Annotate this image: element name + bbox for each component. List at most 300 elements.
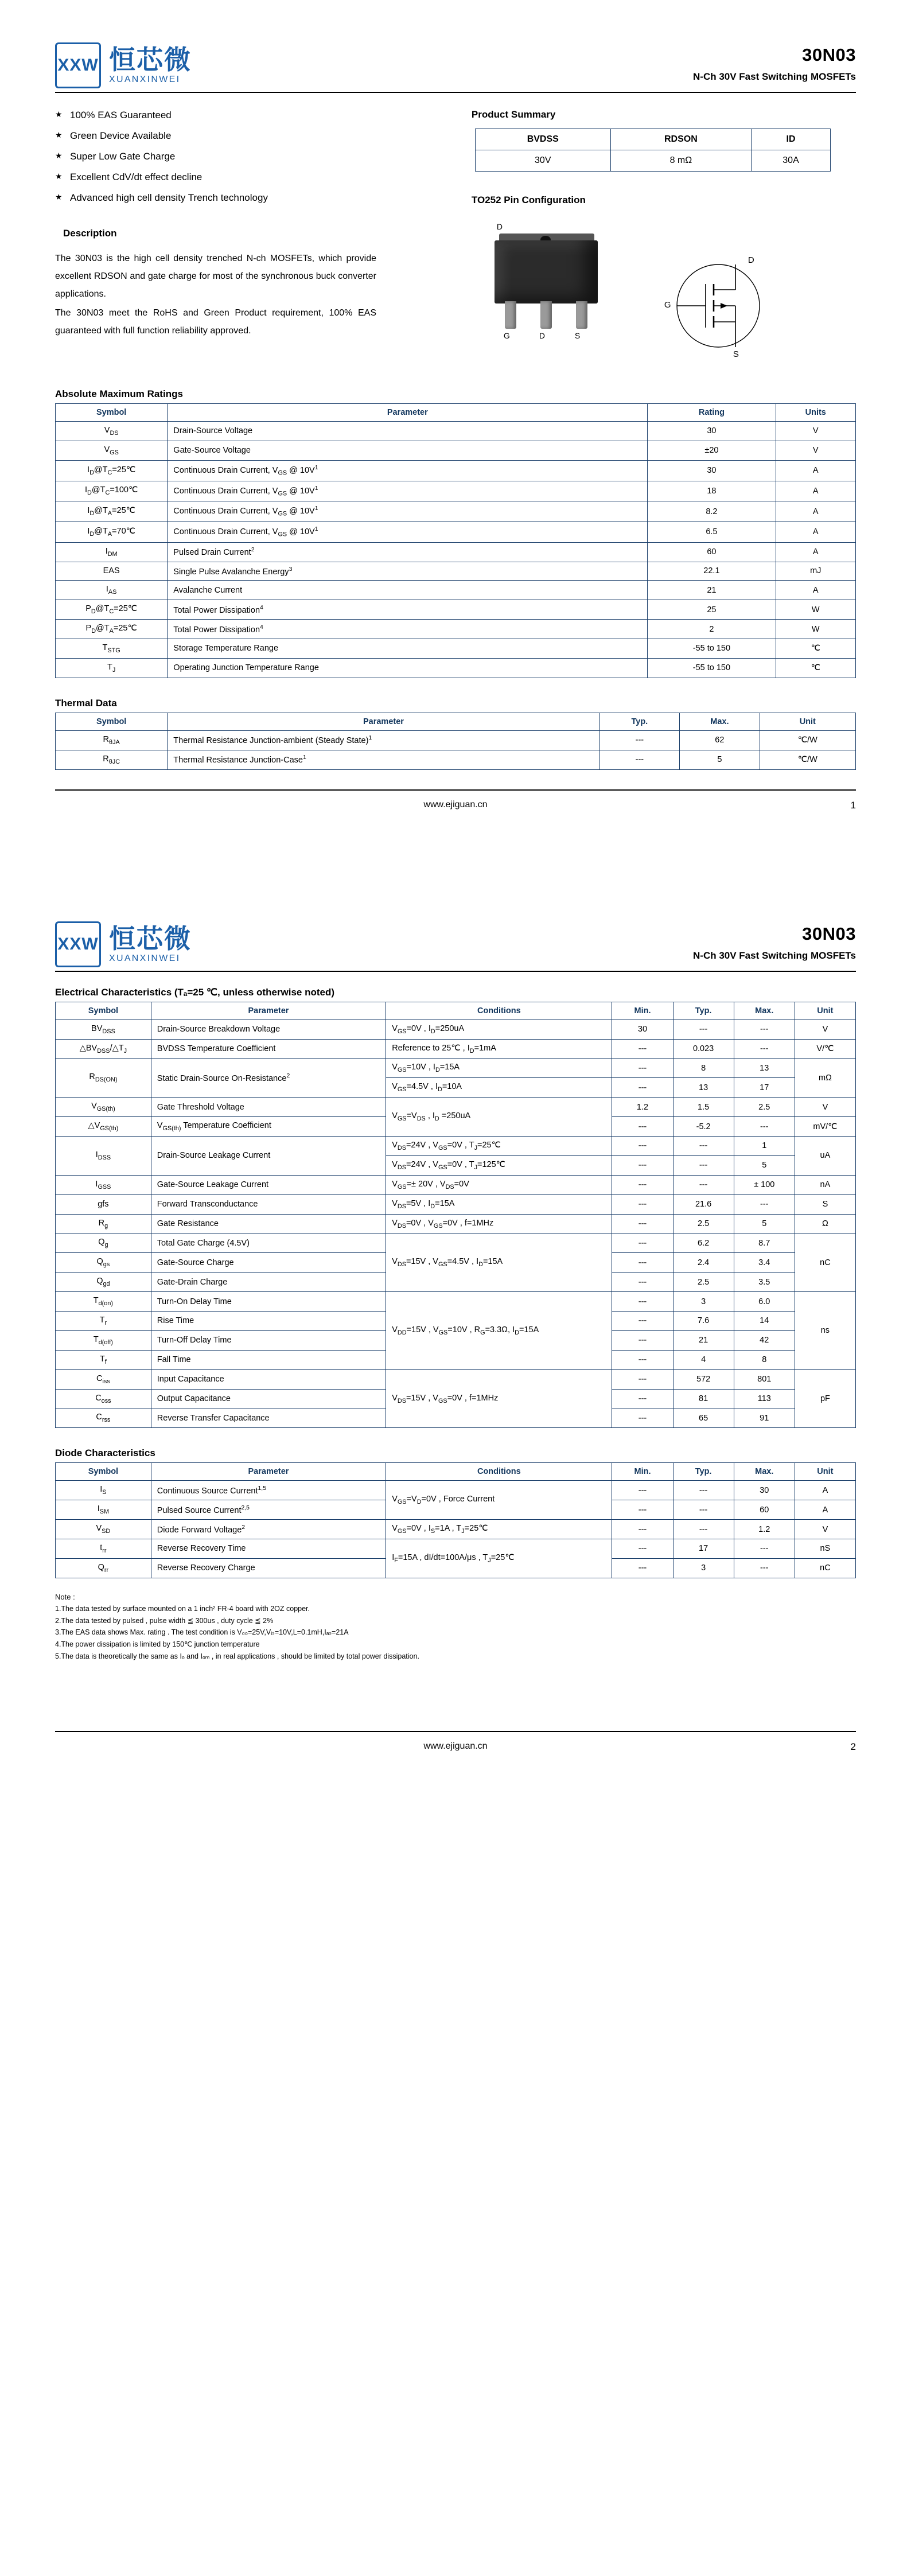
mosfet-schematic — [661, 248, 781, 369]
cell-max: 2.5 — [734, 1098, 795, 1117]
cell-conditions: $V_{DD}=15V$ , $V_{GS}=10V$ , $R_G=3.3\Omega$, $I_D=15A$ — [386, 1292, 612, 1370]
cell-parameter: Avalanche Current — [168, 581, 648, 600]
feature-list — [55, 109, 472, 205]
cell-conditions: Reference to 25℃ , $I_D=1mA$ — [386, 1039, 612, 1059]
cell-parameter: Reverse Recovery Time — [151, 1539, 386, 1558]
page-number-2: 2 — [850, 1741, 856, 1753]
cell-conditions: $V_{GS}=V_D=0V$ , Force Current — [386, 1481, 612, 1520]
cell-parameter: Thermal Resistance Junction-ambient (Steady State)$^1$ — [168, 730, 599, 750]
cell-max: 91 — [734, 1408, 795, 1428]
cell-units: A — [776, 522, 856, 542]
pkg-label-s: S — [574, 331, 581, 340]
cell-parameter: Continuous Drain Current, $V_{GS}$ @ $10V^1$ — [168, 501, 648, 522]
table-header-cell: Symbol — [56, 1463, 151, 1481]
cell-rating: 21 — [648, 581, 776, 600]
table-row — [56, 1136, 856, 1155]
cell-parameter: Reverse Recovery Charge — [151, 1558, 386, 1578]
header-divider — [55, 92, 856, 93]
cell-min: --- — [612, 1539, 673, 1558]
cell-rating: 30 — [648, 422, 776, 441]
feature-item: ★ Green Device Available — [55, 130, 472, 143]
cell-units: A — [776, 481, 856, 501]
cell-unit: ℃/W — [760, 750, 855, 769]
table-row — [56, 1369, 856, 1389]
cell-parameter: BVDSS Temperature Coefficient — [151, 1039, 386, 1059]
note-item: 3.The EAS data shows Max. rating . The test condition is V₀₀=25V,Vᵢₛ=10V,L=0.1mH,Iₐₛ=21A — [55, 1628, 349, 1637]
cell-max: 1.2 — [734, 1520, 795, 1539]
table-row — [56, 1214, 856, 1233]
cell-parameter: Static Drain-Source On-Resistance$^2$ — [151, 1059, 386, 1098]
cell-unit: pF — [795, 1369, 855, 1428]
feature-item: ★ Super Low Gate Charge — [55, 150, 472, 164]
diode-title: Diode Characteristics — [55, 1447, 155, 1459]
cell-unit: mV/℃ — [795, 1117, 855, 1137]
cell-typ: --- — [673, 1175, 734, 1194]
cell-parameter: Pulsed Source Current$^{2,5}$ — [151, 1500, 386, 1520]
cell-symbol: $T_f$ — [56, 1350, 151, 1369]
cell-symbol: $\triangle V_{GS(th)}$ — [56, 1117, 151, 1137]
cell-parameter: Total Power Dissipation$^4$ — [168, 600, 648, 620]
pkg-label-d-top: D — [496, 222, 503, 231]
cell-unit: nC — [795, 1233, 855, 1292]
cell-units: W — [776, 620, 856, 639]
cell-rating: 2 — [648, 620, 776, 639]
cell-max: 13 — [734, 1059, 795, 1078]
diode-characteristics-table — [55, 1462, 856, 1578]
cell-symbol: $I_{DSS}$ — [56, 1136, 151, 1175]
cell-parameter: Total Gate Charge (4.5V) — [151, 1233, 386, 1253]
cell-max: 5 — [680, 750, 760, 769]
cell-typ: --- — [673, 1136, 734, 1155]
cell-typ: 21 — [673, 1330, 734, 1350]
cell-rating: ±20 — [648, 441, 776, 460]
page2-footer — [55, 1731, 856, 1752]
cell-parameter: Gate-Source Charge — [151, 1253, 386, 1273]
cell-typ: 21.6 — [673, 1194, 734, 1214]
table-header-cell: Rating — [648, 404, 776, 422]
cell-typ: 13 — [673, 1078, 734, 1098]
cell-symbol: $I_D@T_C=25℃$ — [56, 460, 168, 481]
table-row — [56, 1233, 856, 1253]
footer-url: www.ejiguan.cn — [423, 799, 488, 810]
pin-config-title: TO252 Pin Configuration — [471, 194, 586, 205]
cell-parameter: Continuous Drain Current, $V_{GS}$ @ $10V^1$ — [168, 522, 648, 542]
table-row — [56, 620, 856, 639]
cell-unit: A — [795, 1481, 855, 1500]
cell-parameter: Drain-Source Leakage Current — [151, 1136, 386, 1175]
cell-typ: 1.5 — [673, 1098, 734, 1117]
cell-min: --- — [612, 1175, 673, 1194]
cell-symbol: $T_r$ — [56, 1311, 151, 1330]
cell-typ: --- — [599, 750, 680, 769]
table-row — [56, 481, 856, 501]
cell-min: --- — [612, 1155, 673, 1175]
table-header-cell: Unit — [760, 713, 855, 730]
cell-typ: 4 — [673, 1350, 734, 1369]
cell-units: ℃ — [776, 639, 856, 659]
logo-chinese-name: 恒芯微 — [109, 44, 192, 75]
ps-value-cell: 30V — [475, 150, 610, 172]
cell-parameter: Continuous Drain Current, $V_{GS}$ @ $10V^1$ — [168, 481, 648, 501]
table-row — [56, 1098, 856, 1117]
cell-unit: nS — [795, 1539, 855, 1558]
note-item: 2.The data tested by pulsed , pulse width ≦ 300us , duty cycle ≦ 2% — [55, 1616, 274, 1625]
cell-parameter: Turn-On Delay Time — [151, 1292, 386, 1312]
cell-max: --- — [734, 1117, 795, 1137]
ps-value-cell: 8 mΩ — [610, 150, 752, 172]
cell-min: --- — [612, 1194, 673, 1214]
cell-min: --- — [612, 1059, 673, 1078]
cell-symbol: $Q_{rr}$ — [56, 1558, 151, 1578]
cell-symbol: $C_{oss}$ — [56, 1389, 151, 1408]
electrical-title: Electrical Characteristics (Tₐ=25 ℃, unless otherwise noted) — [55, 986, 335, 998]
cell-parameter: Storage Temperature Range — [168, 639, 648, 659]
cell-units: A — [776, 501, 856, 522]
ps-value-cell: 30A — [752, 150, 831, 172]
cell-parameter: Output Capacitance — [151, 1389, 386, 1408]
cell-max: 17 — [734, 1078, 795, 1098]
cell-unit: A — [795, 1500, 855, 1520]
cell-min: --- — [612, 1369, 673, 1389]
cell-parameter: Thermal Resistance Junction-Case$^1$ — [168, 750, 599, 769]
cell-symbol: $V_{GS}$ — [56, 441, 168, 460]
cell-symbol: $I_{SM}$ — [56, 1500, 151, 1520]
cell-min: --- — [612, 1350, 673, 1369]
cell-units: A — [776, 581, 856, 600]
cell-unit: S — [795, 1194, 855, 1214]
cell-max: 5 — [734, 1155, 795, 1175]
cell-max: --- — [734, 1039, 795, 1059]
cell-rating: 18 — [648, 481, 776, 501]
description-title: Description — [63, 227, 117, 239]
table-header-cell: Symbol — [56, 1002, 151, 1019]
cell-max: 14 — [734, 1311, 795, 1330]
cell-symbol: $I_{DM}$ — [56, 542, 168, 562]
cell-unit: ℃/W — [760, 730, 855, 750]
cell-min: --- — [612, 1136, 673, 1155]
cell-units: A — [776, 542, 856, 562]
table-header-cell: Conditions — [386, 1002, 612, 1019]
table-header-cell: Typ. — [599, 713, 680, 730]
cell-symbol: $T_{d(off)}$ — [56, 1330, 151, 1350]
table-row — [56, 422, 856, 441]
table-row — [56, 658, 856, 678]
cell-symbol: $P_D@T_A=25℃$ — [56, 620, 168, 639]
cell-max: 30 — [734, 1481, 795, 1500]
table-header-cell: Conditions — [386, 1463, 612, 1481]
footer-url-2: www.ejiguan.cn — [423, 1741, 488, 1752]
table-row — [56, 501, 856, 522]
cell-conditions: $V_{GS}=10V$ , $I_D=15A$ — [386, 1059, 612, 1078]
table-row — [56, 600, 856, 620]
cell-rating: 22.1 — [648, 562, 776, 581]
cell-symbol: $I_D@T_A=25℃$ — [56, 501, 168, 522]
pkg-pin-1 — [505, 301, 516, 329]
product-summary-table — [475, 129, 831, 172]
thermal-title: Thermal Data — [55, 697, 117, 709]
cell-min: --- — [612, 1273, 673, 1292]
cell-conditions: $V_{GS}=V_{DS}$ , $I_D =250uA$ — [386, 1098, 612, 1137]
table-row — [56, 1039, 856, 1059]
cell-parameter: Gate Threshold Voltage — [151, 1098, 386, 1117]
logo-english-name-2: XUANXINWEI — [109, 953, 181, 963]
logo-mark-icon: XXW — [55, 42, 101, 88]
table-row — [56, 1019, 856, 1039]
cell-rating: 30 — [648, 460, 776, 481]
feature-item: ★ Excellent CdV/dt effect decline — [55, 171, 472, 184]
cell-parameter: Operating Junction Temperature Range — [168, 658, 648, 678]
cell-symbol: $BV_{DSS}$ — [56, 1019, 151, 1039]
cell-conditions: $V_{DS}=24V$ , $V_{GS}=0V$ , $T_J=125℃$ — [386, 1155, 612, 1175]
description-paragraph: The 30N03 meet the RoHS and Green Product requirement, 100% EAS guaranteed with full function reliability approved. — [55, 308, 376, 336]
page1-footer — [55, 789, 856, 810]
page-number: 1 — [850, 799, 856, 811]
thermal-data-table — [55, 713, 856, 770]
header-divider-2 — [55, 971, 856, 972]
ps-header-cell: ID — [752, 129, 831, 150]
table-row — [56, 441, 856, 460]
table-row — [56, 1059, 856, 1078]
cell-parameter: Gate-Source Leakage Current — [151, 1175, 386, 1194]
cell-conditions: $V_{GS}=\pm 20V$ , $V_{DS}=0V$ — [386, 1175, 612, 1194]
cell-symbol: $I_{GSS}$ — [56, 1175, 151, 1194]
logo-mark-icon-2: XXW — [55, 921, 101, 967]
cell-typ: 65 — [673, 1408, 734, 1428]
table-header-cell: Min. — [612, 1463, 673, 1481]
page2-header — [55, 911, 856, 967]
cell-symbol: $Q_g$ — [56, 1233, 151, 1253]
cell-parameter: Gate-Source Voltage — [168, 441, 648, 460]
pkg-body — [495, 240, 598, 303]
table-header-cell: Typ. — [673, 1463, 734, 1481]
cell-min: --- — [612, 1253, 673, 1273]
cell-typ: 8 — [673, 1059, 734, 1078]
schem-label-g: G — [664, 300, 671, 310]
cell-symbol: $P_D@T_C=25℃$ — [56, 600, 168, 620]
table-header-cell: Max. — [734, 1002, 795, 1019]
cell-conditions: $V_{DS}=5V$ , $I_D=15A$ — [386, 1194, 612, 1214]
cell-symbol: $C_{iss}$ — [56, 1369, 151, 1389]
cell-parameter: Fall Time — [151, 1350, 386, 1369]
cell-symbol: $V_{SD}$ — [56, 1520, 151, 1539]
ps-header-cell: BVDSS — [475, 129, 610, 150]
cell-min: --- — [612, 1078, 673, 1098]
cell-min: --- — [612, 1558, 673, 1578]
cell-max: 3.4 — [734, 1253, 795, 1273]
table-row — [56, 460, 856, 481]
table-row — [56, 1520, 856, 1539]
cell-max: 3.5 — [734, 1273, 795, 1292]
cell-unit: nA — [795, 1175, 855, 1194]
cell-parameter: Input Capacitance — [151, 1369, 386, 1389]
cell-min: 30 — [612, 1019, 673, 1039]
product-summary-title: Product Summary — [471, 109, 556, 120]
cell-min: --- — [612, 1039, 673, 1059]
table-row — [56, 1194, 856, 1214]
cell-symbol: $\triangle BV_{DSS}/\triangle T_J$ — [56, 1039, 151, 1059]
cell-conditions: $V_{GS}=0V$ , $I_S=1A$ , $T_J=25℃$ — [386, 1520, 612, 1539]
schem-label-s: S — [733, 349, 739, 359]
cell-unit: V — [795, 1098, 855, 1117]
cell-units: V — [776, 441, 856, 460]
cell-parameter: Reverse Transfer Capacitance — [151, 1408, 386, 1428]
cell-min: --- — [612, 1408, 673, 1428]
cell-min: --- — [612, 1520, 673, 1539]
cell-max: 113 — [734, 1389, 795, 1408]
pkg-pin-3 — [576, 301, 587, 329]
cell-symbol: $R_{\theta JC}$ — [56, 750, 168, 769]
table-header-cell: Parameter — [168, 404, 648, 422]
cell-symbol: EAS — [56, 562, 168, 581]
cell-unit: uA — [795, 1136, 855, 1175]
cell-typ: 2.4 — [673, 1253, 734, 1273]
cell-symbol: $C_{rss}$ — [56, 1408, 151, 1428]
cell-parameter: Total Power Dissipation$^4$ — [168, 620, 648, 639]
table-row — [56, 581, 856, 600]
cell-typ: -5.2 — [673, 1117, 734, 1137]
part-subtitle-2: N-Ch 30V Fast Switching MOSFETs — [693, 950, 856, 961]
cell-symbol: $Q_{gs}$ — [56, 1253, 151, 1273]
cell-symbol: $I_S$ — [56, 1481, 151, 1500]
cell-parameter: Continuous Drain Current, $V_{GS}$ @ $10V^1$ — [168, 460, 648, 481]
cell-units: mJ — [776, 562, 856, 581]
pkg-label-d-bottom: D — [539, 331, 546, 340]
cell-min: --- — [612, 1500, 673, 1520]
cell-rating: -55 to 150 — [648, 658, 776, 678]
cell-typ: --- — [673, 1500, 734, 1520]
cell-symbol: $R_{DS(ON)}$ — [56, 1059, 151, 1098]
cell-symbol: $Q_{gd}$ — [56, 1273, 151, 1292]
cell-min: 1.2 — [612, 1098, 673, 1117]
table-header-cell: Parameter — [151, 1463, 386, 1481]
cell-unit: Ω — [795, 1214, 855, 1233]
cell-typ: 6.2 — [673, 1233, 734, 1253]
cell-max: 62 — [680, 730, 760, 750]
cell-parameter: $V_{GS(th)}$ Temperature Coefficient — [151, 1117, 386, 1137]
cell-units: W — [776, 600, 856, 620]
cell-typ: 3 — [673, 1292, 734, 1312]
table-header-cell: Max. — [680, 713, 760, 730]
cell-symbol: $T_{STG}$ — [56, 639, 168, 659]
table-row — [56, 542, 856, 562]
table-header-cell: Parameter — [151, 1002, 386, 1019]
cell-symbol: $R_{\theta JA}$ — [56, 730, 168, 750]
cell-max: 60 — [734, 1500, 795, 1520]
table-row — [56, 522, 856, 542]
cell-typ: --- — [673, 1481, 734, 1500]
cell-parameter: Drain-Source Voltage — [168, 422, 648, 441]
table-row — [56, 1175, 856, 1194]
electrical-characteristics-table — [55, 1002, 856, 1429]
cell-parameter: Continuous Source Current$^{1,5}$ — [151, 1481, 386, 1500]
table-header-cell: Min. — [612, 1002, 673, 1019]
cell-unit: V/℃ — [795, 1039, 855, 1059]
cell-unit: nC — [795, 1558, 855, 1578]
table-header-cell: Parameter — [168, 713, 599, 730]
table-header-cell: Max. — [734, 1463, 795, 1481]
cell-min: --- — [612, 1292, 673, 1312]
cell-unit: ns — [795, 1292, 855, 1370]
cell-parameter: Drain-Source Breakdown Voltage — [151, 1019, 386, 1039]
cell-max: --- — [734, 1019, 795, 1039]
cell-max: --- — [734, 1539, 795, 1558]
pkg-pin-2 — [540, 301, 552, 329]
cell-min: --- — [612, 1481, 673, 1500]
company-logo — [55, 42, 192, 88]
cell-min: --- — [612, 1214, 673, 1233]
cell-symbol: $V_{DS}$ — [56, 422, 168, 441]
cell-parameter: Forward Transconductance — [151, 1194, 386, 1214]
cell-rating: 60 — [648, 542, 776, 562]
cell-symbol: $T_{d(on)}$ — [56, 1292, 151, 1312]
cell-parameter: Single Pulse Avalanche Energy$^3$ — [168, 562, 648, 581]
cell-parameter: Pulsed Drain Current$^2$ — [168, 542, 648, 562]
cell-min: --- — [612, 1117, 673, 1137]
table-row — [56, 1481, 856, 1500]
cell-parameter: Gate-Drain Charge — [151, 1273, 386, 1292]
cell-units: ℃ — [776, 658, 856, 678]
table-row — [56, 562, 856, 581]
table-header-cell: Unit — [795, 1463, 855, 1481]
cell-typ: 17 — [673, 1539, 734, 1558]
table-header-cell: Symbol — [56, 404, 168, 422]
description-paragraph: The 30N03 is the high cell density trenched N-ch MOSFETs, which provide excellent RDSON and gate charge for most of the synchronous buck converter applications. — [55, 253, 376, 299]
cell-unit: V — [795, 1520, 855, 1539]
cell-typ: 7.6 — [673, 1311, 734, 1330]
ps-header-cell: RDSON — [610, 129, 752, 150]
pkg-label-g: G — [503, 331, 510, 340]
cell-symbol: $T_J$ — [56, 658, 168, 678]
table-row — [56, 730, 856, 750]
cell-max: ± 100 — [734, 1175, 795, 1194]
page-2 — [0, 879, 911, 1752]
cell-typ: 3 — [673, 1558, 734, 1578]
cell-unit: V — [795, 1019, 855, 1039]
absolute-maximum-ratings-table — [55, 403, 856, 678]
cell-typ: --- — [673, 1520, 734, 1539]
note-item: 1.The data tested by surface mounted on a 1 inch² FR-4 board with 2OZ copper. — [55, 1605, 310, 1613]
part-subtitle: N-Ch 30V Fast Switching MOSFETs — [693, 71, 856, 82]
cell-max: --- — [734, 1558, 795, 1578]
note-item: 4.The power dissipation is limited by 150℃ junction temperature — [55, 1640, 260, 1649]
cell-conditions: $V_{GS}=4.5V$ , $I_D=10A$ — [386, 1078, 612, 1098]
cell-symbol: gfs — [56, 1194, 151, 1214]
abs-max-title: Absolute Maximum Ratings — [55, 388, 183, 399]
feature-item: ★ Advanced high cell density Trench technology — [55, 192, 472, 205]
cell-max: 8.7 — [734, 1233, 795, 1253]
cell-conditions: $I_F=15A$ , dI/dt=100A/μs , $T_J=25℃$ — [386, 1539, 612, 1578]
cell-symbol: $I_D@T_A=70℃$ — [56, 522, 168, 542]
cell-max: 5 — [734, 1214, 795, 1233]
table-row — [56, 1292, 856, 1312]
cell-max: 1 — [734, 1136, 795, 1155]
cell-min: --- — [612, 1311, 673, 1330]
table-row — [56, 1539, 856, 1558]
cell-max: 6.0 — [734, 1292, 795, 1312]
cell-max: 42 — [734, 1330, 795, 1350]
cell-unit: mΩ — [795, 1059, 855, 1098]
cell-symbol: $I_D@T_C=100℃$ — [56, 481, 168, 501]
description-body — [55, 250, 376, 340]
cell-rating: 8.2 — [648, 501, 776, 522]
table-header-cell: Unit — [795, 1002, 855, 1019]
cell-typ: 572 — [673, 1369, 734, 1389]
part-number-2: 30N03 — [802, 923, 856, 944]
cell-conditions: $V_{GS}=0V$ , $I_D=250uA$ — [386, 1019, 612, 1039]
cell-symbol: $V_{GS(th)}$ — [56, 1098, 151, 1117]
page-1 — [0, 0, 911, 810]
logo-chinese-name-2: 恒芯微 — [109, 923, 192, 954]
